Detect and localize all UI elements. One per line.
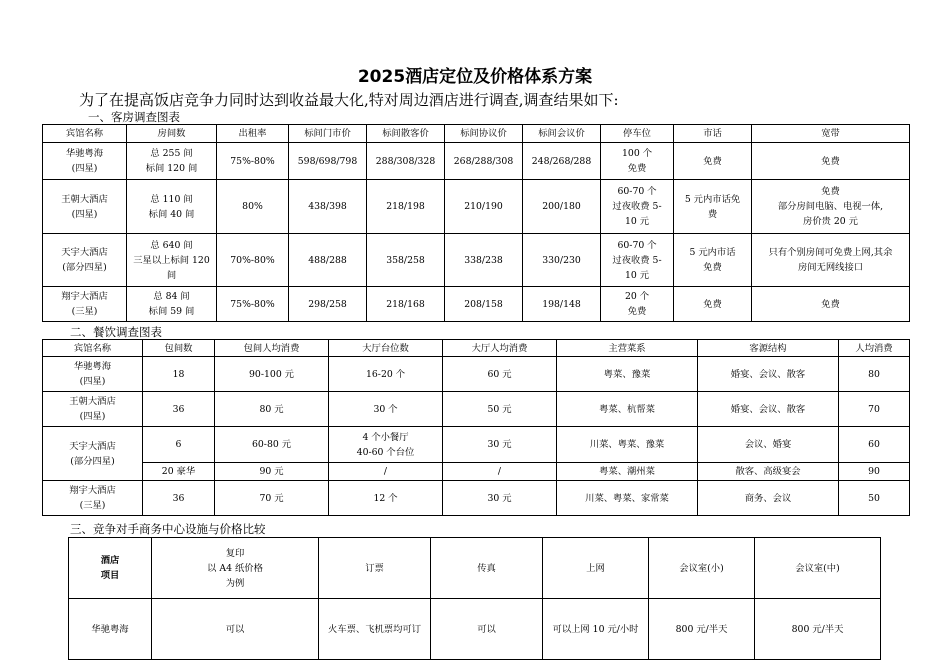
cell-text: 90 元: [259, 466, 284, 477]
cell-text: 项目: [100, 570, 120, 581]
cell-text: 酒店: [100, 555, 120, 566]
cell-text: 大厅人均消费: [471, 342, 528, 354]
intro-text: 为了在提高饭店竞争力同时达到收益最大化,特对周边酒店进行调查,调查结果如下:: [79, 91, 619, 109]
cell-text: (四星): [71, 208, 98, 220]
cell-text: 华驰粤海: [73, 361, 112, 372]
hall-spend-cell: [443, 392, 557, 427]
meeting-rate-cell: [523, 180, 601, 234]
cell-text: 可以上网 10 元/小时: [552, 623, 639, 635]
per-capita-cell: [839, 427, 910, 463]
table-row: [43, 357, 910, 392]
phone-cell: [674, 180, 752, 234]
section-heading-rooms: 一、客房调查图表: [88, 110, 180, 124]
cell-text: 30 元: [487, 492, 512, 504]
column-header: [557, 340, 698, 357]
cell-text: 标间门市价: [304, 128, 351, 139]
hall-tables-cell: [329, 427, 443, 463]
copy-cell: [152, 599, 319, 660]
cell-text: 翔宇大酒店: [69, 485, 116, 496]
phone-cell: [674, 287, 752, 322]
cell-text: 438/398: [308, 201, 347, 212]
cell-text: 出租率: [238, 128, 267, 139]
customer-mix-cell: [698, 481, 839, 516]
cell-text: 间: [166, 269, 177, 281]
rack-rate-cell: [289, 287, 367, 322]
cell-text: 338/238: [464, 254, 503, 266]
column-header: [752, 125, 910, 143]
column-header: [755, 538, 881, 599]
per-capita-cell: [839, 357, 910, 392]
cell-text: 800 元/半天: [675, 623, 728, 635]
column-header: [215, 340, 329, 357]
hall-spend-cell: [443, 463, 557, 481]
cell-text: (三星): [79, 500, 106, 511]
cell-text: 218/198: [386, 201, 425, 212]
cell-text: /: [497, 466, 502, 477]
parking-cell: [601, 234, 674, 287]
cell-text: 房间数: [157, 128, 186, 139]
cell-text: 10 元: [624, 269, 650, 281]
parking-cell: [601, 287, 674, 322]
cell-text: 60 元: [487, 368, 512, 380]
cell-text: 婚宴、会议、散客: [730, 368, 806, 380]
cell-text: 288/308/328: [375, 155, 436, 167]
cell-text: 免费: [703, 262, 722, 273]
per-capita-cell: [839, 392, 910, 427]
private-rooms-cell: [143, 357, 215, 392]
header-row: [69, 538, 881, 599]
per-capita-cell: [839, 481, 910, 516]
hotel-name-cell: [43, 427, 143, 481]
cell-text: 208/158: [464, 298, 503, 310]
cell-text: 70 元: [259, 492, 284, 504]
occupancy-cell: [217, 143, 289, 180]
column-header: [698, 340, 839, 357]
rack-rate-cell: [289, 180, 367, 234]
section-heading-business: 三、竞争对手商务中心设施与价格比较: [70, 522, 266, 536]
cell-text: 75%-80%: [230, 155, 275, 167]
broadband-cell: [752, 180, 910, 234]
cell-text: 12 个: [373, 492, 398, 504]
cell-text: 488/288: [308, 254, 347, 266]
table-row: [43, 481, 910, 516]
cell-text: 过夜收费 5-: [612, 201, 662, 212]
cell-text: 36: [172, 403, 185, 415]
cell-text: 268/288/308: [453, 155, 514, 167]
cell-text: 房价贵 20 元: [803, 216, 858, 227]
cell-text: 会议室(中): [795, 562, 840, 574]
cell-text: 标间 120 间: [145, 163, 198, 174]
cell-text: 华驰粤海: [65, 148, 104, 159]
cell-text: 198/148: [542, 298, 581, 310]
cell-text: 210/190: [464, 201, 503, 212]
cell-text: 80 元: [259, 403, 284, 415]
column-header: [43, 125, 127, 143]
hall-tables-cell: [329, 392, 443, 427]
column-header: [649, 538, 755, 599]
cell-text: 标间 40 间: [148, 208, 195, 220]
cell-text: 30 元: [487, 439, 512, 450]
meeting-small-cell: [649, 599, 755, 660]
dining-survey-table: [42, 339, 910, 516]
business-center-table: [68, 537, 881, 660]
room-count-cell: [127, 180, 217, 234]
cell-text: 可以: [225, 623, 245, 635]
corner-header: [69, 538, 152, 599]
cell-text: 总 255 间: [150, 148, 193, 159]
cell-text: 华驰粤海: [91, 623, 129, 635]
column-header: [431, 538, 543, 599]
contract-rate-cell: [445, 234, 523, 287]
cell-text: 市话: [703, 128, 722, 139]
private-room-spend-cell: [215, 357, 329, 392]
broadband-cell: [752, 234, 910, 287]
column-header: [43, 340, 143, 357]
cell-text: 75%-80%: [230, 298, 275, 310]
cell-text: 免费: [703, 298, 722, 310]
cell-text: 散客、高级宴会: [735, 466, 801, 477]
cell-text: 80: [868, 368, 880, 380]
cell-text: 费: [707, 208, 718, 220]
cell-text: 只有个别房间可免费上网,其余: [768, 247, 893, 258]
cell-text: 标间会议价: [538, 128, 585, 139]
hall-spend-cell: [443, 481, 557, 516]
header-row: [43, 340, 910, 357]
broadband-cell: [752, 287, 910, 322]
hall-tables-cell: [329, 463, 443, 481]
column-header: [143, 340, 215, 357]
cell-text: 80%: [242, 201, 263, 212]
cell-text: 免费: [703, 155, 722, 167]
cell-text: 免费: [627, 163, 647, 174]
cuisine-cell: [557, 481, 698, 516]
table-row: [43, 180, 910, 234]
cell-text: 标间散客价: [382, 128, 429, 139]
cuisine-cell: [557, 357, 698, 392]
hotel-name-cell: [43, 234, 127, 287]
cell-text: 总 84 间: [153, 291, 190, 302]
hotel-name-cell: [43, 180, 127, 234]
cell-text: 218/168: [386, 298, 425, 310]
cell-text: 川菜、粤菜、豫菜: [589, 439, 665, 450]
cell-text: 248/268/288: [531, 155, 592, 167]
cell-text: 免费: [821, 155, 840, 167]
cell-text: 订票: [365, 562, 384, 574]
cell-text: 上网: [586, 562, 605, 574]
cell-text: 婚宴、会议、散客: [730, 403, 806, 415]
cell-text: 30 个: [373, 403, 398, 415]
cell-text: 粤菜、豫菜: [603, 368, 651, 380]
cell-text: (四星): [71, 163, 98, 174]
cell-text: 90-100 元: [249, 368, 294, 380]
cell-text: 16-20 个: [365, 368, 406, 380]
cell-text: 5 元内市话免: [684, 193, 741, 205]
cell-text: 包间数: [164, 342, 193, 354]
cell-text: 总 110 间: [150, 193, 193, 205]
customer-mix-cell: [698, 357, 839, 392]
cell-text: 5 元内市话: [689, 247, 736, 258]
cell-text: 330/230: [542, 254, 581, 266]
private-room-spend-cell: [215, 481, 329, 516]
cell-text: /: [383, 466, 388, 477]
cell-text: 三星以上标间 120: [133, 254, 210, 266]
meeting-rate-cell: [523, 234, 601, 287]
column-header: [445, 125, 523, 143]
broadband-cell: [752, 143, 910, 180]
cell-text: 40-60 个台位: [356, 446, 415, 458]
cell-text: 10 元: [624, 216, 650, 227]
cell-text: (四星): [79, 376, 106, 387]
table-row: [43, 234, 910, 287]
cell-text: 90: [868, 466, 880, 477]
cell-text: 翔宇大酒店: [61, 291, 108, 302]
document-title: 2025酒店定位及价格体系方案: [357, 67, 593, 87]
cell-text: 358/258: [386, 254, 425, 266]
cell-text: 4 个小餐厅: [362, 431, 409, 443]
cell-text: 客源结构: [749, 342, 787, 354]
column-header: [217, 125, 289, 143]
cell-text: 6: [175, 439, 182, 450]
cell-text: 大厅台位数: [362, 342, 409, 354]
hall-spend-cell: [443, 427, 557, 463]
cell-text: 房间无网线接口: [797, 262, 864, 273]
meeting-medium-cell: [755, 599, 881, 660]
hotel-name-cell: [43, 143, 127, 180]
occupancy-cell: [217, 234, 289, 287]
cell-text: 总 640 间: [150, 239, 193, 251]
table-row: [43, 392, 910, 427]
hotel-name-cell: [43, 392, 143, 427]
cell-text: 50: [868, 492, 880, 504]
internet-cell: [543, 599, 649, 660]
section-heading-dining: 二、餐饮调查图表: [70, 325, 162, 339]
cell-text: 包间人均消费: [243, 342, 300, 354]
room-count-cell: [127, 287, 217, 322]
column-header: [127, 125, 217, 143]
cell-text: 天宇大酒店: [61, 247, 108, 258]
cell-text: 60-80 元: [251, 439, 292, 450]
cell-text: 18: [172, 368, 185, 380]
cell-text: 王朝大酒店: [69, 396, 116, 407]
cell-text: (部分四星): [70, 455, 115, 467]
cell-text: 免费: [821, 186, 840, 197]
cell-text: 60: [868, 439, 880, 450]
contract-rate-cell: [445, 180, 523, 234]
column-header: [289, 125, 367, 143]
hotel-name-cell: [43, 481, 143, 516]
cell-text: 36: [172, 492, 185, 504]
room-count-cell: [127, 234, 217, 287]
occupancy-cell: [217, 180, 289, 234]
rack-rate-cell: [289, 143, 367, 180]
private-rooms-cell: [143, 392, 215, 427]
customer-mix-cell: [698, 392, 839, 427]
cell-text: 会议、婚宴: [744, 439, 792, 450]
column-header: [319, 538, 431, 599]
column-header: [443, 340, 557, 357]
private-room-spend-cell: [215, 463, 329, 481]
cell-text: 人均消费: [855, 342, 893, 354]
contract-rate-cell: [445, 143, 523, 180]
cell-text: 70: [868, 403, 880, 415]
cell-text: 天宇大酒店: [69, 440, 116, 452]
table-row: [43, 463, 910, 481]
cell-text: 停车位: [623, 128, 651, 139]
private-rooms-cell: [143, 463, 215, 481]
cell-text: 可以: [477, 623, 496, 635]
room-survey-table: [42, 124, 910, 322]
cell-text: 70%-80%: [230, 254, 275, 266]
walkin-rate-cell: [367, 143, 445, 180]
cell-text: 为例: [225, 577, 245, 589]
cell-text: (三星): [71, 306, 98, 317]
cell-text: 800 元/半天: [791, 623, 844, 635]
cell-text: 王朝大酒店: [61, 193, 108, 205]
private-rooms-cell: [143, 481, 215, 516]
room-count-cell: [127, 143, 217, 180]
hall-spend-cell: [443, 357, 557, 392]
cell-text: 100 个: [622, 148, 652, 159]
parking-cell: [601, 180, 674, 234]
cell-text: 298/258: [308, 298, 347, 310]
cell-text: 宽带: [821, 128, 840, 139]
private-room-spend-cell: [215, 392, 329, 427]
customer-mix-cell: [698, 463, 839, 481]
table-row: [43, 287, 910, 322]
customer-mix-cell: [698, 427, 839, 463]
table-row: [43, 143, 910, 180]
cell-text: 会议室(小): [679, 562, 724, 574]
cell-text: 免费: [627, 306, 647, 317]
header-row: [43, 125, 910, 143]
walkin-rate-cell: [367, 234, 445, 287]
cell-text: 200/180: [542, 201, 581, 212]
cell-text: 60-70 个: [617, 239, 657, 251]
fax-cell: [431, 599, 543, 660]
hotel-name-cell: [43, 357, 143, 392]
column-header: [152, 538, 319, 599]
cell-text: 粤菜、杭帮菜: [599, 403, 655, 415]
phone-cell: [674, 143, 752, 180]
private-room-spend-cell: [215, 427, 329, 463]
cell-text: 主营菜系: [608, 342, 646, 354]
column-header: [601, 125, 674, 143]
cell-text: (部分四星): [62, 262, 107, 273]
cell-text: 宾馆名称: [73, 342, 112, 354]
hall-tables-cell: [329, 481, 443, 516]
column-header: [329, 340, 443, 357]
cuisine-cell: [557, 427, 698, 463]
cell-text: 60-70 个: [617, 186, 657, 197]
cell-text: 复印: [225, 547, 245, 559]
cell-text: (四星): [79, 411, 106, 422]
walkin-rate-cell: [367, 287, 445, 322]
cuisine-cell: [557, 392, 698, 427]
ticket-cell: [319, 599, 431, 660]
cell-text: 商务、会议: [744, 492, 792, 504]
per-capita-cell: [839, 463, 910, 481]
occupancy-cell: [217, 287, 289, 322]
cell-text: 传真: [477, 562, 496, 574]
cell-text: 598/698/798: [297, 155, 358, 167]
cell-text: 50 元: [487, 403, 512, 415]
meeting-rate-cell: [523, 287, 601, 322]
rack-rate-cell: [289, 234, 367, 287]
table-row: [43, 427, 910, 463]
cuisine-cell: [557, 463, 698, 481]
hotel-name-cell: [43, 287, 127, 322]
cell-text: 过夜收费 5-: [612, 254, 662, 266]
contract-rate-cell: [445, 287, 523, 322]
column-header: [543, 538, 649, 599]
private-rooms-cell: [143, 427, 215, 463]
hotel-name-cell: [69, 599, 152, 660]
meeting-rate-cell: [523, 143, 601, 180]
column-header: [839, 340, 910, 357]
cell-text: 宾馆名称: [65, 128, 104, 139]
cell-text: 标间 59 间: [148, 306, 195, 317]
hall-tables-cell: [329, 357, 443, 392]
cell-text: 以 A4 纸价格: [207, 562, 263, 574]
cell-text: 部分房间电脑、电视一体,: [777, 201, 884, 212]
walkin-rate-cell: [367, 180, 445, 234]
cell-text: 免费: [821, 298, 840, 310]
cell-text: 火车票、飞机票均可订: [328, 623, 421, 635]
parking-cell: [601, 143, 674, 180]
column-header: [367, 125, 445, 143]
cell-text: 标间协议价: [460, 128, 507, 139]
cell-text: 20 豪华: [161, 466, 196, 477]
cell-text: 粤菜、潮州菜: [599, 466, 655, 477]
phone-cell: [674, 234, 752, 287]
column-header: [523, 125, 601, 143]
column-header: [674, 125, 752, 143]
cell-text: 20 个: [624, 291, 650, 302]
table-row: [69, 599, 881, 660]
cell-text: 川菜、粤菜、家常菜: [585, 492, 669, 504]
